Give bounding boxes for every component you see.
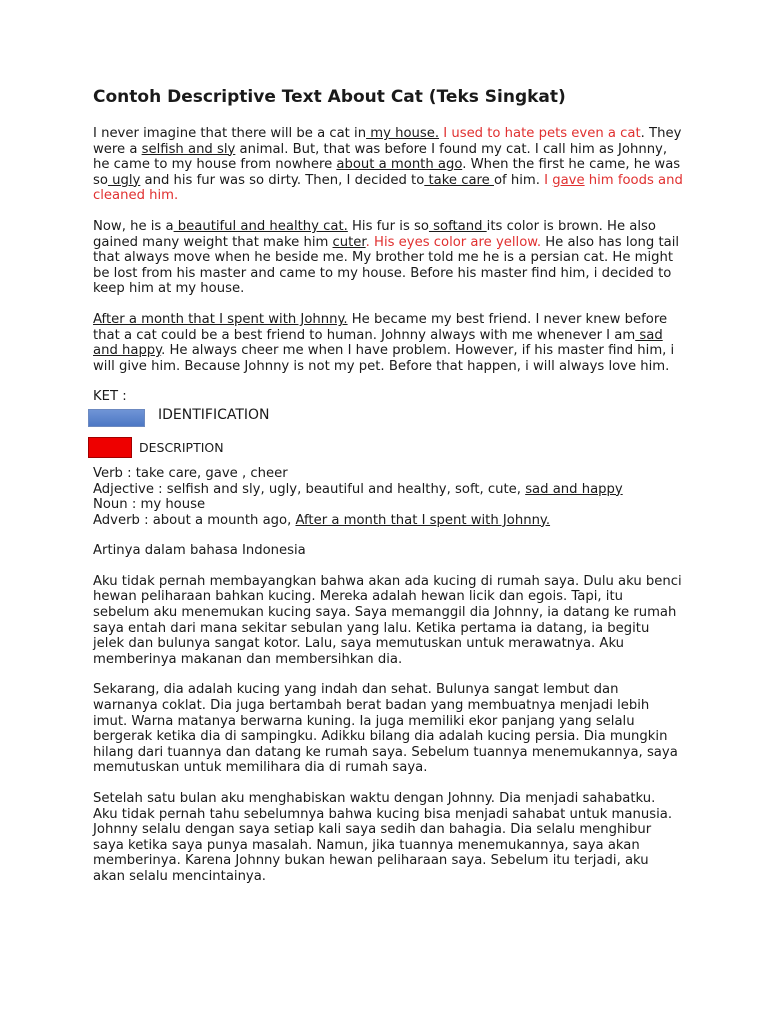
paragraph-english-3 (93, 312, 683, 374)
text-run: of him. (493, 172, 545, 188)
text-run: He also has long tail that always move when he beside me. My brother told me he is a persian cat. He might be lost from his master and came to my house. Before his master find him, i decided to keep him at my house. (93, 234, 680, 297)
text-run: . He always cheer me when I have problem. However, if his master find him, i will give him. Because Johnny is not my pet. Before that happen, i will always love him. (93, 343, 675, 374)
description-label: DESCRIPTION (139, 439, 224, 455)
highlighted-phrase: I used to hate pets even a cat (439, 126, 641, 141)
legend-row-identification (93, 405, 683, 425)
underlined-phrase: sad and happy (93, 327, 663, 359)
verb-line: Verb : take care, gave , cheer (93, 465, 288, 481)
paragraph-english-1 (93, 126, 683, 204)
text-run: animal. But, that was before I found my cat. I call him as Johnny, he came to my house from nowhere (93, 141, 668, 173)
paragraph-indonesian-3: Setelah satu bulan aku menghabiskan waktu dengan Johnny. Dia menjadi sahabatku. Aku tidak pernah tahu sebelumnya bahwa kucing bisa menjadi sahabat untuk manusia. Johnny selalu dengan saya setiap kali saya sedih dan bahagia. Dia selalu menghibur saya ketika saya punya masalah. Namun, jika tuannya menemukannya, saya akan memberinya. Karena Johnny bukan hewan peliharaan saya. Sebelum itu terjadi, aku akan selalu mencintainya. (93, 791, 673, 884)
underlined-phrase: about a month ago (336, 157, 463, 173)
underlined-phrase: After a month that I spent with Johnny. (93, 311, 348, 327)
legend-heading: KET : (93, 389, 127, 405)
identification-label: IDENTIFICATION (158, 406, 270, 423)
underlined-phrase: After a month that I spent with Johnny. (295, 512, 551, 528)
text-run: He became my best friend. I never knew before that a cat could be a best friend to human. Johnny always with me whenever I am (93, 311, 668, 343)
highlighted-underlined-phrase: gave (552, 172, 585, 188)
identification-swatch (88, 409, 145, 427)
adverb-line (93, 513, 683, 529)
translation-heading: Artinya dalam bahasa Indonesia (93, 543, 306, 559)
text-run: Adjective : selfish and sly, ugly, beautiful and healthy, soft, cute, (93, 481, 526, 497)
paragraph-indonesian-2: Sekarang, dia adalah kucing yang indah dan sehat. Bulunya sangat lembut dan warnanya coklat. Dia juga bertambah berat badan yang membuatnya menjadi lebih imut. Warna matanya berwarna kuning. Ia juga memiliki ekor panjang yang selalu bergerak ketika dia di sampingku. Adikku bilang dia adalah kucing persia. Dia mungkin hilang dari tuannya dan datang ke rumah saya. Sebelum tuannya menemukannya, saya memutuskan untuk memilihara dia di rumah saya. (93, 682, 678, 776)
page-title: Contoh Descriptive Text About Cat (Teks Singkat) (93, 87, 566, 107)
highlighted-phrase: I (544, 172, 553, 188)
adjective-line (93, 482, 683, 498)
highlighted-phrase: . His eyes color are yellow. (365, 234, 542, 250)
text-run: I never imagine that there will be a cat in (93, 126, 367, 141)
paragraph-english-2 (93, 219, 683, 297)
text-run: Now, he is a (93, 218, 174, 234)
text-run: and his fur was so dirty. Then, I decided to (140, 172, 425, 188)
underlined-phrase: cuter (332, 234, 366, 250)
text-run: its color is brown. He also gained many weight that make him (93, 218, 656, 250)
underlined-phrase: softand (428, 218, 487, 234)
text-run: . They were a (93, 126, 682, 157)
text-run: . When the first he came, he was so (93, 157, 681, 188)
underlined-phrase: beautiful and healthy cat. (173, 218, 348, 234)
underlined-phrase: ugly (107, 172, 141, 188)
description-swatch (88, 437, 132, 458)
underlined-phrase: take care (424, 172, 494, 188)
text-run: Adverb : about a mounth ago, (93, 512, 296, 528)
underlined-phrase: my house. (366, 126, 440, 141)
underlined-phrase: selfish and sly (141, 141, 236, 157)
underlined-phrase: sad and happy (525, 481, 623, 497)
paragraph-indonesian-1: Aku tidak pernah membayangkan bahwa akan ada kucing di rumah saya. Dulu aku benci hewan peliharaan bahkan kucing. Mereka adalah hewan licik dan egois. Tapi, itu sebelum aku menemukan kucing saya. Saya memanggil dia Johnny, ia datang ke rumah saya entah dari mana sekitar sebulan yang lalu. Ketika pertama ia datang, ia begitu jelek dan bulunya sangat kotor. Lalu, saya memutuskan untuk merawatnya. Aku memberinya makanan dan membersihkan dia. (93, 573, 682, 667)
document-page (93, 86, 683, 900)
highlighted-phrase: him foods and cleaned him. (93, 172, 683, 204)
text-run: His fur is so (347, 218, 429, 234)
noun-line: Noun : my house (93, 497, 206, 513)
legend-row-description (93, 434, 683, 456)
